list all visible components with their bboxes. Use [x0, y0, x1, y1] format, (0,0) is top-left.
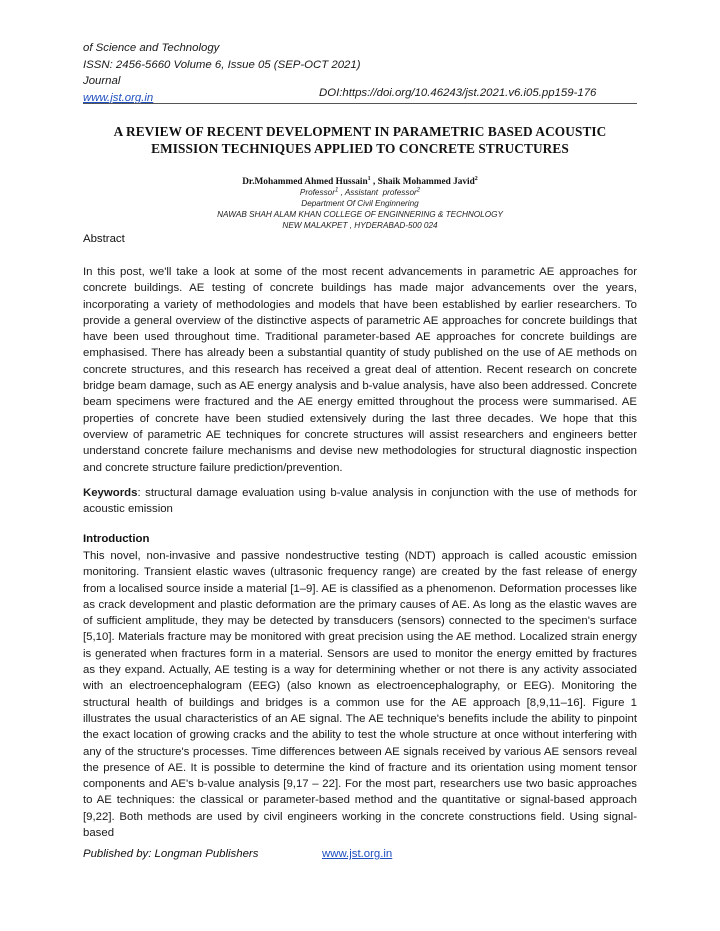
- paper-title: [83, 123, 637, 157]
- author-sep: ,: [370, 177, 378, 187]
- doi-text: DOI:https://doi.org/10.46243/jst.2021.v6.i05.pp159-176: [319, 87, 597, 99]
- header-divider: [83, 103, 637, 104]
- header-site-link[interactable]: www.jst.org.in: [83, 91, 154, 104]
- author-roles: [83, 187, 637, 198]
- role-2-sup: 2: [416, 187, 421, 194]
- department: Department Of Civil Enginnering: [301, 199, 419, 208]
- title-line-1: A REVIEW OF RECENT DEVELOPMENT IN PARAMETRIC BASED ACOUSTIC: [113, 124, 607, 139]
- title-line-2: EMISSION TECHNIQUES APPLIED TO CONCRETE STRUCTURES: [151, 141, 569, 156]
- issn-line: ISSN: 2456-5660 Volume 6, Issue 05 (SEP-OCT 2021): [83, 58, 361, 71]
- role-1-sup: 1: [334, 187, 339, 194]
- journal-label: Journal: [83, 75, 121, 88]
- journal-name-line: of Science and Technology: [83, 42, 220, 54]
- keywords-label: Keywords: [83, 487, 138, 499]
- role-1: Professor: [299, 188, 335, 197]
- keywords-text: : structural damage evaluation using b-value analysis in conjunction with the use of methods for acoustic emission: [83, 487, 637, 516]
- college-name: NAWAB SHAH ALAM KHAN COLLEGE OF ENGINNERING & TECHNOLOGY: [217, 210, 503, 219]
- role-2: Assistant professor: [344, 188, 417, 197]
- footer-publisher: Published by: Longman Publishers: [83, 848, 259, 860]
- college-address: NEW MALAKPET , HYDERABAD-500 024: [282, 221, 438, 230]
- footer-site-link[interactable]: www.jst.org.in: [322, 848, 393, 860]
- keywords-paragraph: [83, 485, 637, 518]
- author-2: Shaik Mohammed Javid: [377, 177, 475, 187]
- author-1: Dr.Mohammed Ahmed Hussain: [242, 177, 368, 187]
- abstract-heading: Abstract: [83, 233, 125, 245]
- introduction-heading: Introduction: [83, 533, 150, 545]
- author-1-sup: 1: [367, 175, 371, 182]
- role-sep: ,: [338, 188, 345, 197]
- introduction-text: This novel, non-invasive and passive nondestructive testing (NDT) approach is called acoustic emission monitoring. Transient elastic waves (ultrasonic frequency range) are created by the fast release of energy from a localised source inside a material [1–9]. AE is classified as a phenomenon. Deformation processes like as crack development and plastic deformation are the primary causes of AE. As long as the elastic waves are of sufficient amplitude, they may be detected by transducers (sensors) connected to the specimen's surface [5,10]. Materials fracture may be monitored with great precision using the AE method. Localized strain energy is generated when fractures form in a material. Sensors are used to monitor the energy emitted by fractures as they expand. Actually, AE testing is a way for determining whether or not there is any activity associated with an electroencephalogram (EEG) (also known as electroencephalography, or EEG). Monitoring the structural health of buildings and bridges is a common use for the AE approach [8,9,11–16]. Figure 1 illustrates the usual characteristics of an AE signal. The AE technique's benefits include the ability to pinpoint the exact location of growing cracks and the ability to test the whole structure at once without interfering with any of the structure's processes. Time differences between AE signals received by various AE sensors reveal the presence of AE. It is possible to determine the kind of fracture and its orientation using moment tensor components and AE's b-value analysis [9,17 – 22]. For the most part, researchers use two basic approaches to AE techniques: the classical or parameter-based method and the quantitative or signal-based approach [9,22]. Both methods are used by civil engineers working in the concrete constructions field. Using signal-based: [83, 550, 637, 840]
- author-2-sup: 2: [474, 175, 478, 182]
- abstract-text: In this post, we'll take a look at some of the most recent advancements in parametric AE approaches for concrete buildings. AE testing of concrete buildings has made major advancements over the years, incorporating a variety of methodologies and models that have been established by earlier researchers. To provide a general overview of the distinctive aspects of parametric AE approaches for concrete buildings that have been used throughout time. Traditional parameter-based AE approaches for concrete buildings are emphasised. There has already been a substantial quantity of study published on the use of AE methods on concrete structures, and this research has received a great deal of attention. Recent research on concrete bridge beam damage, such as AE energy analysis and b-value analysis, have also been addressed. Concrete beam specimens were fractured and the AE energy emitted throughout the process were summarised. AE properties of concrete have been studied extensively during the last three decades. We hope that this overview of parametric AE techniques for concrete structures will assist researchers and engineers better understand concrete failure mechanisms and devise new methodologies for structural diagnostic inspection and concrete structure failure prediction/prevention.: [83, 266, 637, 474]
